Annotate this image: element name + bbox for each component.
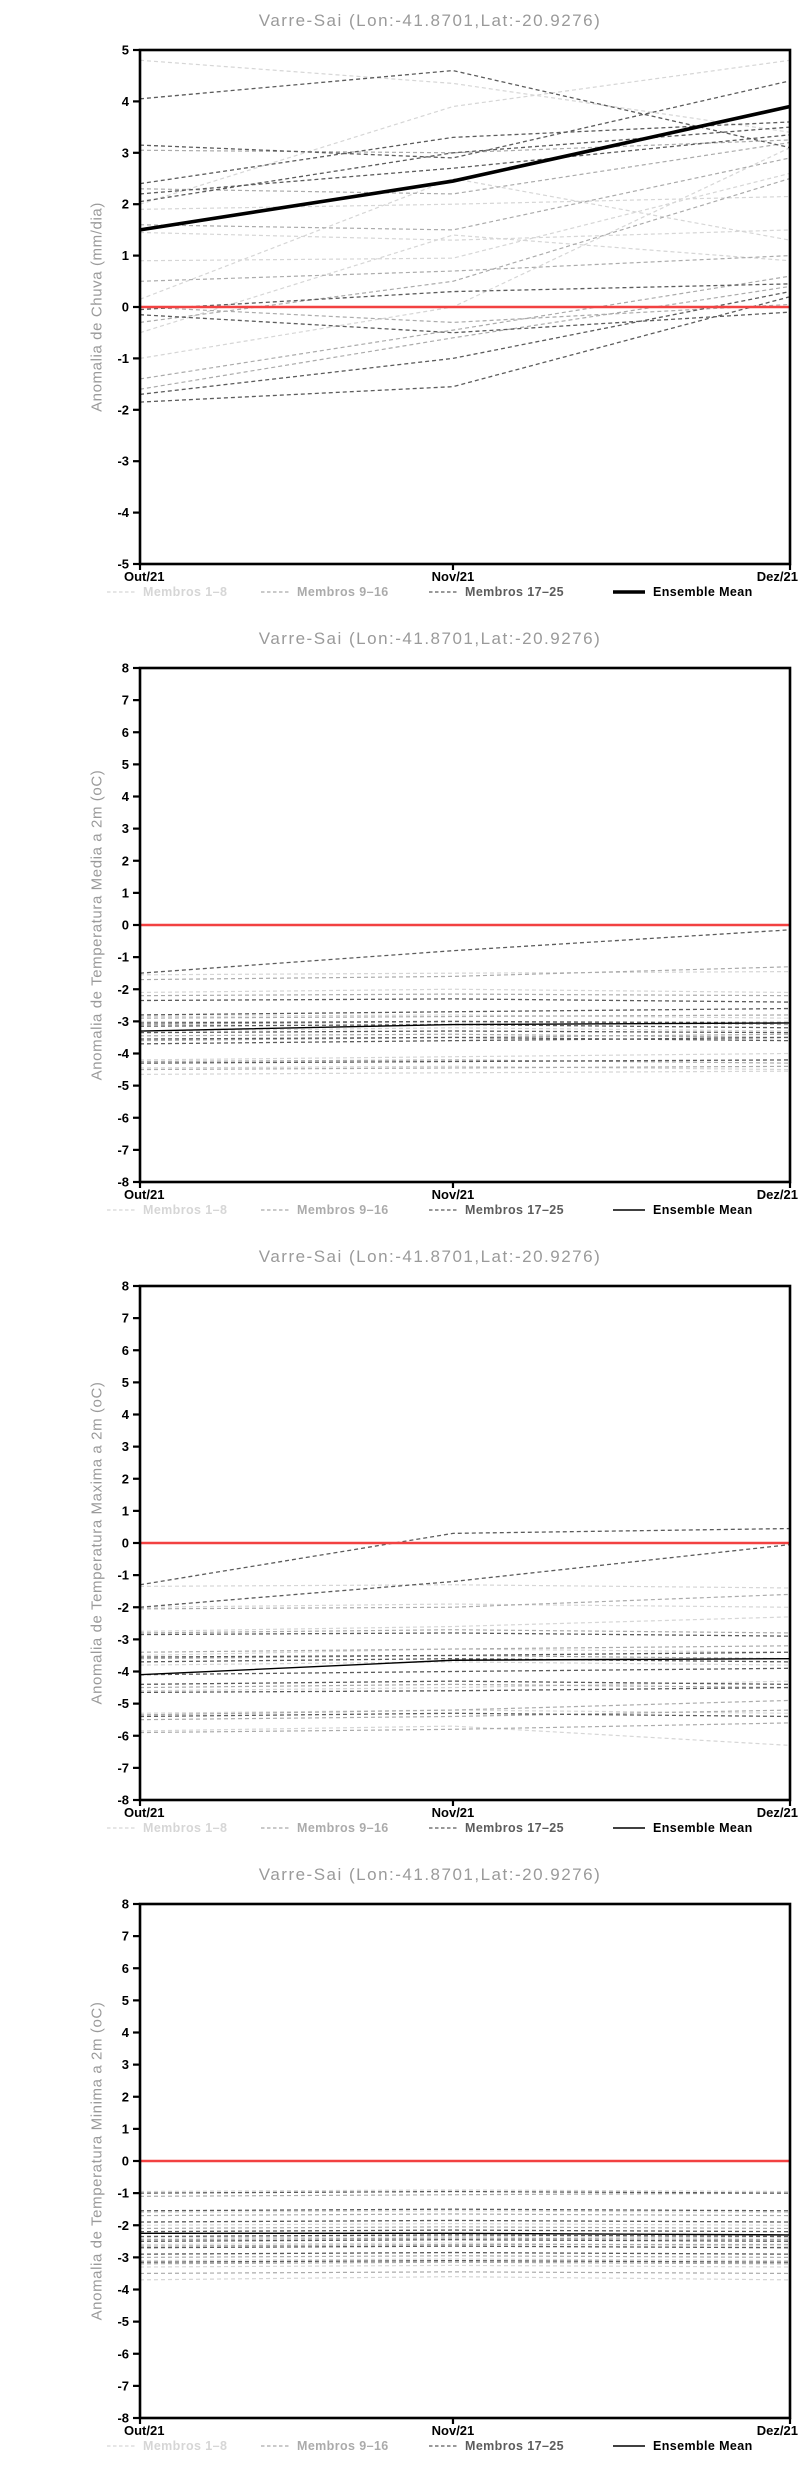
legend-item-label: Membros 17–25 <box>465 1821 564 1835</box>
x-tick-label: Out/21 <box>124 569 165 584</box>
legend-line-icon <box>260 587 290 597</box>
y-tick-label: 6 <box>121 1342 129 1358</box>
y-axis-label: Anomalia de Temperatura Media a 2m (oC) <box>88 769 106 1081</box>
member-line <box>140 71 790 148</box>
y-tick-label: 5 <box>121 1374 129 1390</box>
member-line <box>140 196 790 209</box>
legend-line-icon <box>612 1205 646 1215</box>
member-line <box>140 1662 790 1665</box>
member-line <box>140 1037 790 1043</box>
chart-panel-rain-anomaly <box>0 0 800 618</box>
member-line <box>140 1700 790 1714</box>
chart-title: Varre-Sai (Lon:-41.8701,Lat:-20.9276) <box>258 1865 602 1884</box>
member-line <box>140 1633 790 1636</box>
y-tick-label: 5 <box>121 42 129 58</box>
y-tick-label: 1 <box>121 1503 129 1519</box>
legend-item-label: Membros 1–8 <box>143 585 228 599</box>
chart-title: Varre-Sai (Lon:-41.8701,Lat:-20.9276) <box>258 11 602 30</box>
plot-area <box>0 618 800 1236</box>
x-tick-label: Nov/21 <box>431 569 475 584</box>
y-tick-label: -7 <box>117 2378 129 2394</box>
member-line <box>140 1710 790 1720</box>
y-tick-label: 0 <box>121 917 129 933</box>
legend-line-icon <box>428 587 458 597</box>
member-line <box>140 2262 790 2264</box>
y-tick-label: -8 <box>117 2410 129 2426</box>
y-tick-label: 2 <box>121 196 129 212</box>
x-tick-label: Nov/21 <box>431 1805 475 1820</box>
member-line <box>140 930 790 973</box>
legend-item-label: Membros 9–16 <box>297 2439 389 2453</box>
member-line <box>140 1054 790 1060</box>
y-tick-label: 3 <box>121 821 129 837</box>
y-tick-label: -4 <box>117 1664 129 1679</box>
legend-item-members-9-16 <box>260 585 389 599</box>
y-tick-label: 8 <box>121 1278 129 1294</box>
y-tick-label: -3 <box>117 453 129 469</box>
member-line <box>140 256 790 282</box>
legend-item-label: Membros 17–25 <box>465 1203 564 1217</box>
chart-panel-min-temp-anomaly <box>0 1854 800 2472</box>
member-line <box>140 1031 790 1033</box>
y-tick-label: -6 <box>117 1110 129 1126</box>
member-line <box>140 179 790 300</box>
legend-line-icon <box>260 1205 290 1215</box>
member-line <box>140 284 790 310</box>
y-tick-label: 7 <box>121 692 129 708</box>
legend-item-label: Ensemble Mean <box>653 1203 753 1217</box>
legend-item-label: Membros 1–8 <box>143 1821 228 1835</box>
y-tick-label: -1 <box>117 949 129 965</box>
legend-item-label: Membros 9–16 <box>297 585 389 599</box>
member-line <box>140 2224 790 2226</box>
legend-line-icon <box>106 1823 136 1833</box>
chart-panel-mean-temp-anomaly <box>0 618 800 1236</box>
legend-item-ensemble-mean <box>612 1203 753 1217</box>
legend-item-label: Membros 9–16 <box>297 1821 389 1835</box>
x-tick-label: Out/21 <box>124 1805 165 1820</box>
x-tick-label: Dez/21 <box>756 569 798 584</box>
ensemble-mean-line <box>140 1659 790 1675</box>
plot-area <box>0 1236 800 1854</box>
y-tick-label: 1 <box>121 885 129 901</box>
chart-title: Varre-Sai (Lon:-41.8701,Lat:-20.9276) <box>258 629 602 648</box>
member-line <box>140 989 790 992</box>
legend-item-label: Ensemble Mean <box>653 1821 753 1835</box>
member-line <box>140 2265 790 2267</box>
member-line <box>140 2220 790 2222</box>
legend <box>0 1203 800 1227</box>
legend-item-members-17-25 <box>428 2439 564 2453</box>
y-tick-label: -5 <box>117 1696 129 1712</box>
y-tick-label: -5 <box>117 2314 129 2330</box>
y-tick-label: 4 <box>121 93 129 109</box>
member-line <box>140 999 790 1002</box>
legend-line-icon <box>260 1823 290 1833</box>
y-tick-label: 2 <box>121 853 129 869</box>
member-line <box>140 972 790 975</box>
legend-line-icon <box>106 587 136 597</box>
legend-item-members-9-16 <box>260 2439 389 2453</box>
y-tick-label: -2 <box>117 402 129 418</box>
member-line <box>140 2272 790 2274</box>
member-line <box>140 1723 790 1733</box>
legend <box>0 1821 800 1845</box>
y-tick-label: 8 <box>121 660 129 676</box>
member-line <box>140 140 790 153</box>
y-tick-label: -8 <box>117 1792 129 1808</box>
y-tick-label: -1 <box>117 1567 129 1583</box>
member-line <box>140 1688 790 1693</box>
y-tick-label: 0 <box>121 1535 129 1551</box>
legend-item-members-9-16 <box>260 1821 389 1835</box>
member-line <box>140 2193 790 2196</box>
legend-item-members-17-25 <box>428 1821 564 1835</box>
legend-line-icon <box>612 1823 646 1833</box>
y-tick-label: 0 <box>121 299 129 315</box>
legend-line-icon <box>428 1205 458 1215</box>
y-tick-label: 4 <box>121 789 129 804</box>
member-line <box>140 1681 790 1691</box>
member-line <box>140 2256 790 2258</box>
y-tick-label: 0 <box>121 2153 129 2169</box>
y-tick-label: 4 <box>121 2025 129 2040</box>
y-tick-label: -4 <box>117 1046 129 1061</box>
legend-item-members-1-8 <box>106 585 227 599</box>
legend-item-label: Ensemble Mean <box>653 585 753 599</box>
y-tick-label: -6 <box>117 2346 129 2362</box>
y-tick-label: -3 <box>117 1013 129 1029</box>
y-axis-label: Anomalia de Temperatura Maxima a 2m (oC) <box>88 1381 106 1705</box>
legend-item-label: Membros 9–16 <box>297 1203 389 1217</box>
x-tick-label: Nov/21 <box>431 2423 475 2438</box>
member-line <box>140 1009 790 1015</box>
member-line <box>140 1594 790 1608</box>
legend-line-icon <box>106 2441 136 2451</box>
member-line <box>140 1617 790 1631</box>
member-line <box>140 994 790 996</box>
member-line <box>140 1649 790 1655</box>
y-tick-label: 7 <box>121 1928 129 1944</box>
x-tick-label: Out/21 <box>124 1187 165 1202</box>
member-line <box>140 2214 790 2216</box>
y-tick-label: -1 <box>117 2185 129 2201</box>
legend-item-label: Ensemble Mean <box>653 2439 753 2453</box>
member-line <box>140 2246 790 2248</box>
member-line <box>140 127 790 202</box>
member-line <box>140 60 790 204</box>
member-line <box>140 1652 790 1657</box>
y-tick-label: 1 <box>121 248 129 264</box>
y-tick-label: 8 <box>121 1896 129 1912</box>
legend-item-ensemble-mean <box>612 1821 753 1835</box>
y-tick-label: -7 <box>117 1760 129 1776</box>
member-line <box>140 2277 790 2280</box>
y-tick-label: -8 <box>117 1174 129 1190</box>
y-tick-label: 2 <box>121 1471 129 1487</box>
y-tick-label: 6 <box>121 1960 129 1976</box>
x-tick-label: Dez/21 <box>756 1187 798 1202</box>
y-tick-label: 5 <box>121 1992 129 2008</box>
y-tick-label: -5 <box>117 1078 129 1094</box>
legend-item-members-9-16 <box>260 1203 389 1217</box>
y-tick-label: -5 <box>117 556 129 572</box>
legend-item-label: Membros 17–25 <box>465 585 564 599</box>
legend-item-members-1-8 <box>106 2439 227 2453</box>
y-tick-label: -7 <box>117 1142 129 1158</box>
y-tick-label: -1 <box>117 350 129 366</box>
legend-line-icon <box>428 2441 458 2451</box>
legend <box>0 2439 800 2463</box>
member-line <box>140 1668 790 1674</box>
y-tick-label: 2 <box>121 2089 129 2105</box>
legend-item-members-17-25 <box>428 1203 564 1217</box>
legend-item-label: Membros 17–25 <box>465 2439 564 2453</box>
y-tick-label: -6 <box>117 1728 129 1744</box>
plot-area <box>0 1854 800 2472</box>
plot-area <box>0 0 800 618</box>
member-line <box>140 1545 790 1608</box>
x-tick-label: Dez/21 <box>756 2423 798 2438</box>
ensemble-mean-line <box>140 1023 790 1031</box>
member-line <box>140 2240 790 2242</box>
y-tick-label: -2 <box>117 2217 129 2233</box>
legend-line-icon <box>612 587 646 597</box>
member-line <box>140 2227 790 2229</box>
legend-item-members-1-8 <box>106 1821 227 1835</box>
y-axis-label: Anomalia de Temperatura Minima a 2m (oC) <box>88 2001 106 2321</box>
y-tick-label: 4 <box>121 1407 129 1422</box>
member-line <box>140 1071 790 1074</box>
member-line <box>140 81 790 158</box>
legend-line-icon <box>106 1205 136 1215</box>
legend-item-members-1-8 <box>106 1203 227 1217</box>
y-tick-label: -2 <box>117 981 129 997</box>
ensemble-mean-line <box>140 107 790 230</box>
legend-item-members-17-25 <box>428 585 564 599</box>
x-tick-label: Nov/21 <box>431 1187 475 1202</box>
member-line <box>140 2253 790 2255</box>
legend-item-label: Membros 1–8 <box>143 2439 228 2453</box>
y-tick-label: -2 <box>117 1599 129 1615</box>
y-tick-label: 7 <box>121 1310 129 1326</box>
x-tick-label: Out/21 <box>124 2423 165 2438</box>
chart-title: Varre-Sai (Lon:-41.8701,Lat:-20.9276) <box>258 1247 602 1266</box>
legend-item-label: Membros 1–8 <box>143 1203 228 1217</box>
legend-item-ensemble-mean <box>612 2439 753 2453</box>
y-tick-label: 1 <box>121 2121 129 2137</box>
y-tick-label: -3 <box>117 1631 129 1647</box>
y-tick-label: -3 <box>117 2249 129 2265</box>
member-line <box>140 1529 790 1585</box>
legend <box>0 585 800 609</box>
legend-line-icon <box>428 1823 458 1833</box>
y-tick-label: -4 <box>117 505 129 521</box>
member-line <box>140 2192 790 2194</box>
x-tick-label: Dez/21 <box>756 1805 798 1820</box>
y-tick-label: 6 <box>121 724 129 740</box>
y-axis-label: Anomalia de Chuva (mm/dia) <box>88 202 106 412</box>
y-tick-label: 3 <box>121 145 129 161</box>
chart-panel-max-temp-anomaly <box>0 1236 800 1854</box>
member-line <box>140 2230 790 2232</box>
member-line <box>140 60 790 132</box>
y-tick-label: 3 <box>121 2057 129 2073</box>
y-tick-label: 5 <box>121 756 129 772</box>
legend-item-ensemble-mean <box>612 585 753 599</box>
member-line <box>140 1646 790 1652</box>
y-tick-label: -4 <box>117 2282 129 2297</box>
legend-line-icon <box>260 2441 290 2451</box>
member-line <box>140 2211 790 2213</box>
member-line <box>140 135 790 194</box>
member-line <box>140 1585 790 1588</box>
member-line <box>140 230 790 240</box>
y-tick-label: 3 <box>121 1439 129 1455</box>
legend-line-icon <box>612 2441 646 2451</box>
member-line <box>140 297 790 402</box>
